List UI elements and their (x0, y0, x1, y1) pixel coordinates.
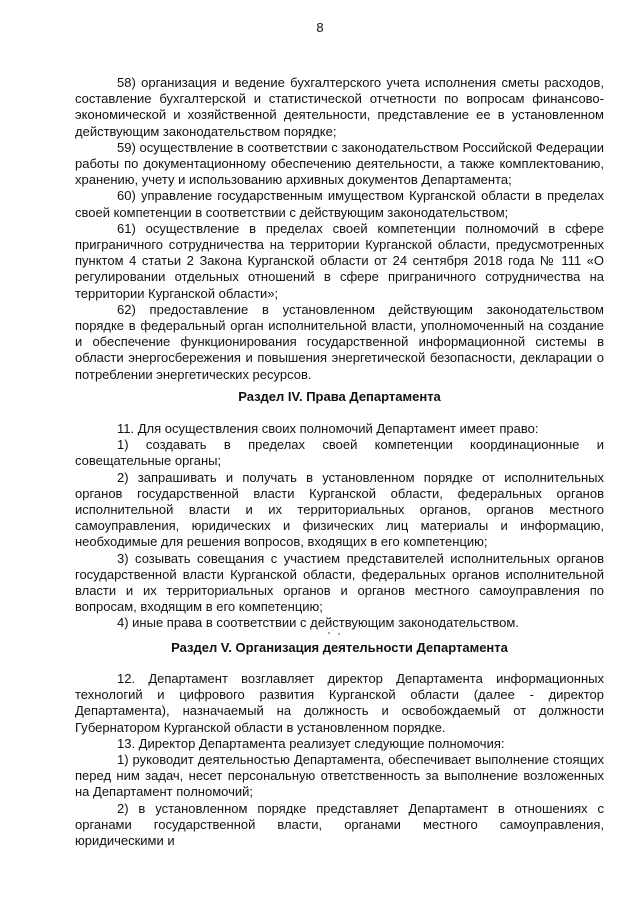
page-number: 8 (316, 20, 324, 35)
paragraph-59: 59) осуществление в соответствии с законодательством Российской Федерации работы по документационному обеспечению деятельности, а также комплектованию, хранению, учету и использованию архивных документов Департамента; (75, 139, 604, 188)
director-power-1: 1) руководит деятельностью Департамента, обеспечивает выполнение стоящих перед ним задач, несет персональную ответственность за выполнение возложенных на Департамент полномочий; (75, 752, 604, 800)
paragraph-13: 13. Директор Департамента реализует следующие полномочия: (117, 735, 505, 751)
scan-speck (338, 633, 340, 635)
department-rights (75, 421, 604, 632)
paragraph-60: 60) управление государственным имуществом Курганской области в пределах своей компетенции в соответствии с действующим законодательством; (75, 188, 604, 220)
paragraph-62: 62) предоставление в установленном действующим законодательством порядке в федеральный орган исполнительной власти, уполномоченный на создание и обеспечение функционирования государственной информационной системы в области энергосбережения и повышения энергетической безопасности, декларации о потреблении энергетических ресурсов. (75, 301, 604, 382)
scan-speck (328, 632, 330, 634)
right-4: 4) иные права в соответствии с действующим законодательством. (117, 615, 519, 631)
paragraph-58: 58) организация и ведение бухгалтерского учета исполнения сметы расходов, составление бухгалтерской и статистической отчетности по вопросам финансово-экономической и хозяйственной деятельности, представление ее в установленном действующим законодательством порядке; (75, 75, 604, 139)
section-4-heading: Раздел IV. Права Департамента (238, 389, 441, 404)
powers-list-continued (75, 75, 604, 383)
right-1: 1) создавать в пределах своей компетенции координационные и совещательные органы; (75, 437, 604, 469)
paragraph-12: 12. Департамент возглавляет директор Департамента информационных технологий и цифрового развития Курганской области (далее - директор Департамента), назначаемый на должность и освобождаемый от должности Губернатором Курганской области в установленном порядке. (75, 671, 604, 735)
director-power-2: 2) в установленном порядке представляет Департамент в отношениях с органами государственной власти, органами местного самоуправления, юридическими и (75, 800, 604, 849)
section-5-heading: Раздел V. Организация деятельности Департамента (171, 640, 508, 655)
department-organization (75, 671, 604, 849)
paragraph-11: 11. Для осуществления своих полномочий Департамент имеет право: (117, 421, 539, 436)
right-3: 3) созывать совещания с участием представителей исполнительных органов государственной власти Курганской области, федеральных органов исполнительной власти и их территориальных органов и органов местного самоуправления по вопросам, входящим в его компетенцию; (75, 550, 604, 615)
right-2: 2) запрашивать и получать в установленном порядке от исполнительных органов государственной власти Курганской области, федеральных органов исполнительной власти и их территориальных органов, органов местного самоуправления, юридических и физических лиц материалы и информацию, необходимые для решения вопросов, входящих в его компетенцию; (75, 469, 604, 550)
paragraph-61: 61) осуществление в пределах своей компетенции полномочий в сфере приграничного сотрудничества на территории Курганской области, предусмотренных пунктом 4 статьи 2 Закона Курганской области от 24 сентября 2018 года № 111 «О регулировании отдельных отношений в сфере приграничного сотрудничества на территории Курганской области»; (75, 220, 604, 301)
